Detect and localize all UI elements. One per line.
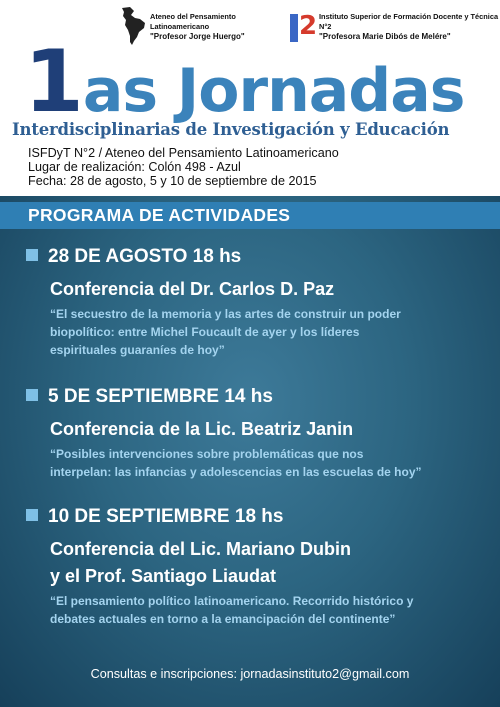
institution-right-name: Instituto Superior de Formación Docente y Técnica N°2 [319,12,499,31]
event-conference: Conferencia de la Lic. Beatriz Janin [50,419,354,439]
event-title [24,32,464,132]
event-description-line: “El secuestro de la memoria y las artes de construir un poder [50,307,401,321]
event-description-line: “Posibles intervenciones sobre problemáticas que nos [50,447,364,461]
institution-left-title: "Profesor Jorge Huergo" [150,32,245,41]
event-description-line: debates actuales en torno a la emancipación del continente” [50,612,396,626]
event-conference: y el Prof. Santiago Liaudat [50,566,277,586]
info-line-organizers: ISFDyT N°2 / Ateneo del Pensamiento Latinoamericano [28,146,339,160]
event-date: 5 DE SEPTIEMBRE 14 hs [26,386,273,408]
event-subtitle: Interdisciplinarias de Investigación y Educación [12,120,450,139]
event-date: 28 DE AGOSTO 18 hs [26,246,241,268]
event-description-line: “El pensamiento político latinoamericano. Recorrido histórico y [50,594,414,608]
event-info [28,146,339,188]
bullet-square-icon [26,389,38,401]
event-description-line: espirituales guaraníes de hoy” [50,343,225,357]
event-date: 10 DE SEPTIEMBRE 18 hs [26,506,283,528]
event-conference: Conferencia del Lic. Mariano Dubin [50,539,352,559]
institution-left-name: Ateneo del Pensamiento Latinoamericano [150,12,236,31]
logo-number: 2 [299,11,318,41]
event-title-rest: as Jornadas [82,56,465,126]
program-heading: PROGRAMA DE ACTIVIDADES [28,205,291,225]
program-heading-bar [0,202,500,229]
bullet-square-icon [26,509,38,521]
program-section [0,196,500,707]
info-line-dates: Fecha: 28 de agosto, 5 y 10 de septiembre de 2015 [28,174,317,188]
bullet-square-icon [26,249,38,261]
header [0,0,500,196]
event-description-line: interpelan: las infancias y adolescencias en las escuelas de hoy” [50,465,422,479]
event-conference: Conferencia del Dr. Carlos D. Paz [50,279,335,299]
info-line-location: Lugar de realización: Colón 498 - Azul [28,160,241,174]
institution-right-title: "Profesora Marie Dibós de Melére" [319,32,451,41]
event-description-line: biopolítico: entre Michel Foucault de ayer y los líderes [50,325,360,339]
contact-footer: Consultas e inscripciones: jornadasinstituto2@gmail.com [90,667,410,681]
event-title-number: 1 [24,32,83,132]
